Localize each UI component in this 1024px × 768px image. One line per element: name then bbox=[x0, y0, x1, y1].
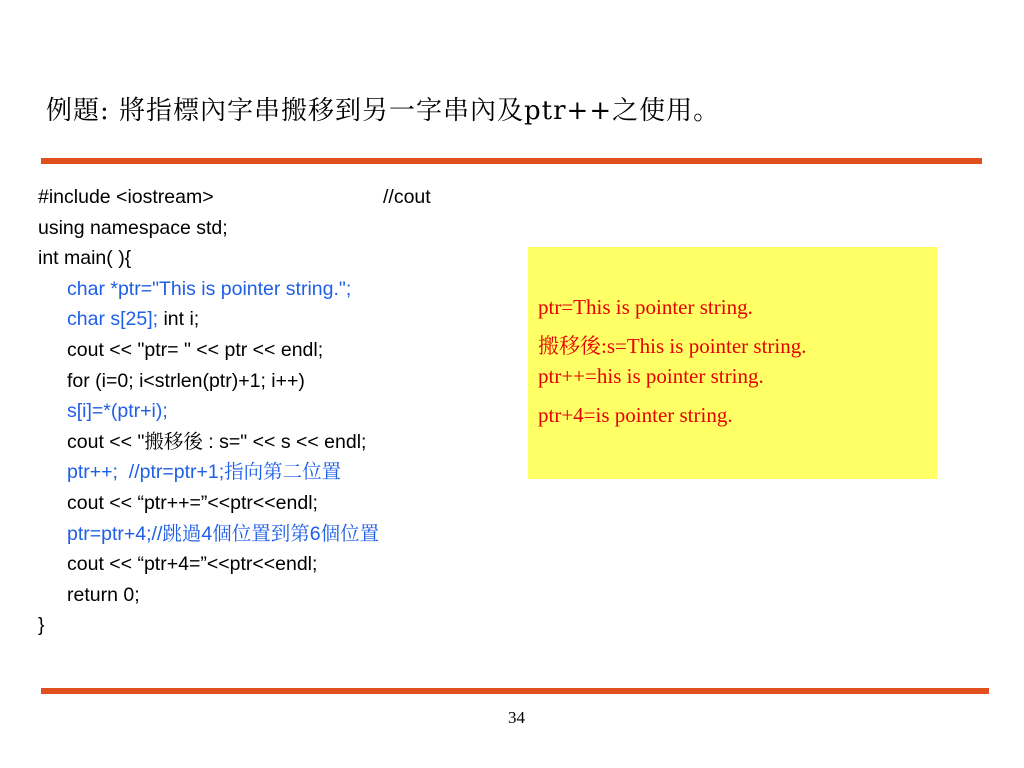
code-text: char s[25]; bbox=[67, 308, 159, 331]
code-comment: //cout bbox=[383, 186, 431, 208]
top-divider bbox=[41, 158, 982, 164]
code-line: cout << “ptr++=”<<ptr<<endl; bbox=[67, 491, 318, 514]
code-line: for (i=0; i<strlen(ptr)+1; i++) bbox=[67, 369, 305, 392]
code-line: cout << "ptr= " << ptr << endl; bbox=[67, 338, 324, 361]
page-number: 34 bbox=[508, 708, 525, 727]
code-line bbox=[38, 182, 518, 213]
code-line: int main( ){ bbox=[38, 247, 132, 270]
bottom-divider bbox=[41, 688, 989, 694]
code-line: char *ptr="This is pointer string."; bbox=[67, 277, 352, 300]
code-line: } bbox=[38, 614, 45, 637]
code-block bbox=[38, 182, 518, 641]
output-box bbox=[528, 247, 937, 479]
output-line: ptr++=his is pointer string. bbox=[538, 364, 764, 388]
code-text: int i; bbox=[158, 308, 200, 331]
code-line: cout << “ptr+4=”<<ptr<<endl; bbox=[67, 553, 318, 576]
output-line: ptr=This is pointer string. bbox=[538, 295, 753, 319]
output-line: ptr+4=is pointer string. bbox=[538, 403, 733, 427]
code-line: using namespace std; bbox=[38, 216, 228, 239]
code-text: #include <iostream> bbox=[38, 186, 214, 208]
code-line: s[i]=*(ptr+i); bbox=[67, 400, 168, 423]
code-line: return 0; bbox=[67, 583, 140, 606]
slide-title: 例題: 將指標內字串搬移到另一字串內及ptr++之使用。 bbox=[46, 96, 721, 126]
output-line: 搬移後:s=This is pointer string. bbox=[538, 334, 807, 358]
code-line: ptr=ptr+4;//跳過4個位置到第6個位置 bbox=[67, 522, 380, 545]
code-line: ptr++; //ptr=ptr+1;指向第二位置 bbox=[67, 461, 342, 484]
code-line: cout << "搬移後 : s=" << s << endl; bbox=[67, 430, 367, 453]
code-line bbox=[38, 304, 518, 335]
